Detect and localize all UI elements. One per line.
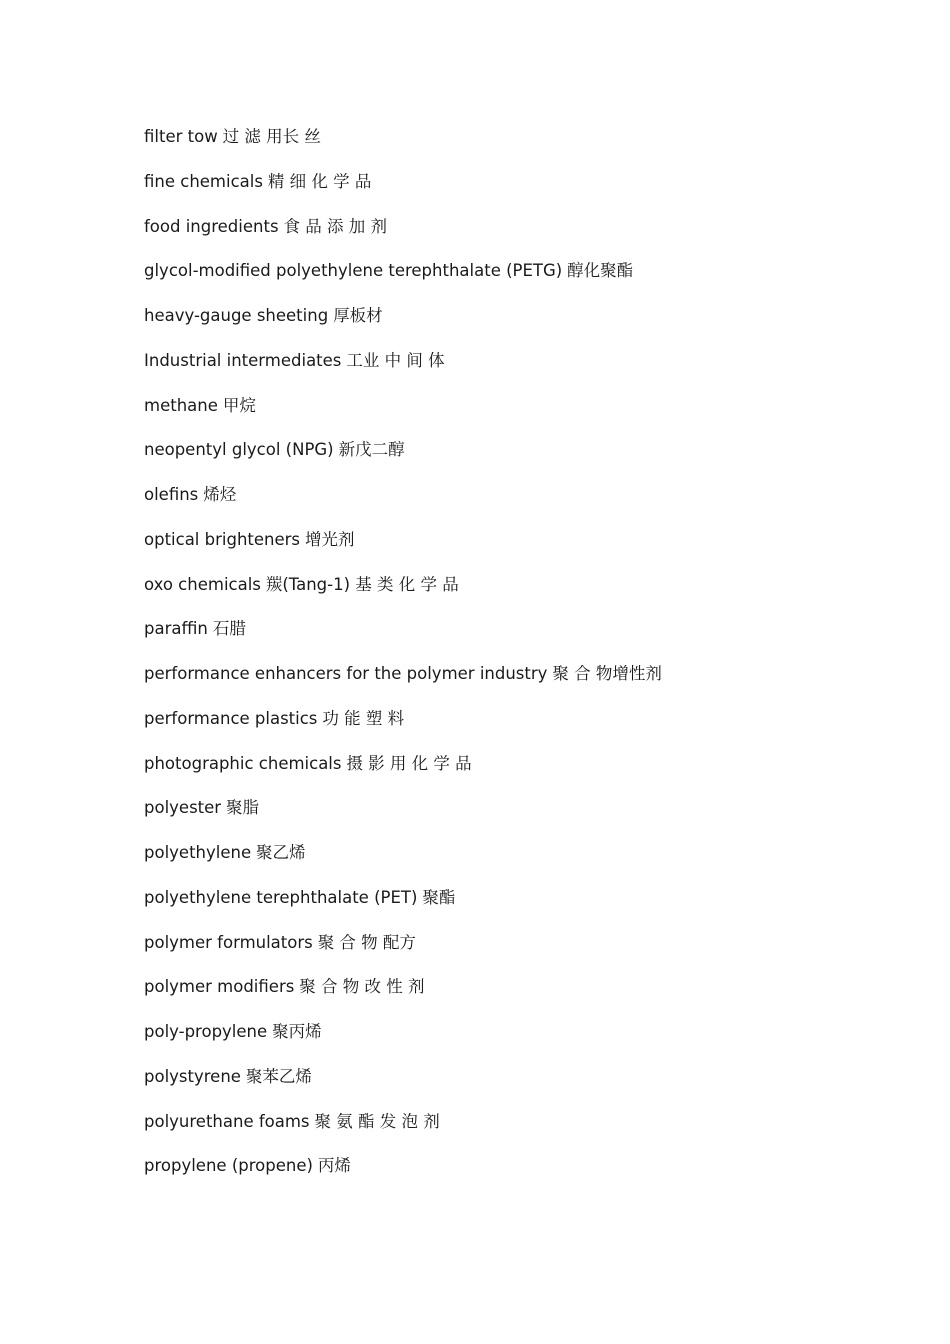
glossary-entry bbox=[144, 439, 662, 484]
entry-term: heavy-gauge sheeting bbox=[144, 306, 329, 325]
entry-translation: 石腊 bbox=[212, 619, 246, 639]
entry-translation: 过 滤 用长 丝 bbox=[222, 127, 321, 146]
entry-term: performance plastics bbox=[144, 708, 318, 728]
entry-term: polymer modifiers bbox=[144, 977, 295, 997]
entry-translation: 聚 合 物 配方 bbox=[317, 932, 416, 952]
entry-term: polyurethane foams bbox=[144, 1111, 310, 1131]
entry-translation: 食 品 添 加 剂 bbox=[283, 216, 387, 236]
entry-term: oxo chemicals bbox=[144, 574, 261, 594]
entry-term: polyethylene bbox=[144, 843, 252, 862]
entry-translation: 聚 合 物增性剂 bbox=[552, 664, 662, 683]
entry-term: propylene (propene) bbox=[144, 1156, 313, 1176]
entry-term: polyester bbox=[144, 798, 222, 818]
entry-translation: 功 能 塑 料 bbox=[322, 708, 405, 728]
entry-translation: 聚乙烯 bbox=[256, 843, 306, 862]
glossary-entry bbox=[144, 753, 662, 798]
glossary-entry bbox=[144, 216, 662, 261]
entry-term: glycol-modified polyethylene terephthalate (PETG) bbox=[144, 261, 563, 281]
glossary-entry bbox=[144, 618, 662, 663]
entry-term: fine chemicals bbox=[144, 171, 263, 191]
entry-translation: 精 细 化 学 品 bbox=[267, 171, 372, 191]
glossary-entry bbox=[144, 797, 662, 842]
glossary-entry bbox=[144, 932, 662, 977]
glossary-entry bbox=[144, 305, 662, 350]
entry-term: methane bbox=[144, 395, 218, 415]
glossary-entry bbox=[144, 1021, 662, 1066]
entry-translation: 聚脂 bbox=[226, 798, 260, 818]
entry-translation: 聚丙烯 bbox=[272, 1022, 322, 1041]
glossary-entry bbox=[144, 976, 662, 1021]
entry-translation: 聚 合 物 改 性 剂 bbox=[299, 977, 425, 997]
entry-translation: 羰(Tang-1) 基 类 化 学 品 bbox=[265, 574, 459, 594]
entry-translation: 醇化聚酯 bbox=[567, 261, 634, 281]
entry-term: neopentyl glycol (NPG) bbox=[144, 440, 334, 460]
entry-translation: 聚酯 bbox=[422, 887, 456, 907]
glossary-entry bbox=[144, 395, 662, 440]
entry-term: polymer formulators bbox=[144, 932, 313, 952]
entry-translation: 丙烯 bbox=[317, 1156, 351, 1176]
entry-translation: 聚 氨 酯 发 泡 剂 bbox=[314, 1111, 440, 1131]
entry-translation: 烯烃 bbox=[203, 485, 237, 504]
entry-term: polystyrene bbox=[144, 1066, 241, 1086]
glossary-entry bbox=[144, 1111, 662, 1156]
glossary-entry bbox=[144, 126, 662, 171]
entry-translation: 厚板材 bbox=[333, 306, 383, 325]
glossary-entry bbox=[144, 574, 662, 619]
glossary-entry bbox=[144, 260, 662, 305]
glossary-entry bbox=[144, 529, 662, 574]
entry-term: paraffin bbox=[144, 619, 208, 639]
glossary-list bbox=[144, 126, 662, 1200]
glossary-entry bbox=[144, 350, 662, 395]
entry-translation: 增光剂 bbox=[304, 529, 355, 549]
entry-translation: 新戊二醇 bbox=[338, 440, 405, 460]
entry-term: food ingredients bbox=[144, 216, 279, 236]
entry-term: filter tow bbox=[144, 127, 218, 146]
entry-translation: 聚苯乙烯 bbox=[245, 1066, 312, 1086]
glossary-entry bbox=[144, 887, 662, 932]
entry-term: poly-propylene bbox=[144, 1022, 268, 1041]
entry-translation: 工业 中 间 体 bbox=[346, 350, 445, 370]
glossary-entry bbox=[144, 1066, 662, 1111]
entry-term: optical brighteners bbox=[144, 529, 301, 549]
entry-term: performance enhancers for the polymer industry bbox=[144, 664, 548, 683]
glossary-entry bbox=[144, 708, 662, 753]
glossary-entry bbox=[144, 484, 662, 529]
entry-term: Industrial intermediates bbox=[144, 350, 342, 370]
glossary-entry bbox=[144, 1155, 662, 1200]
glossary-entry bbox=[144, 663, 662, 708]
glossary-entry bbox=[144, 171, 662, 216]
entry-term: photographic chemicals bbox=[144, 753, 342, 773]
entry-translation: 甲烷 bbox=[222, 395, 256, 415]
entry-term: polyethylene terephthalate (PET) bbox=[144, 887, 418, 907]
glossary-entry bbox=[144, 842, 662, 887]
entry-term: olefins bbox=[144, 485, 199, 504]
entry-translation: 摄 影 用 化 学 品 bbox=[346, 753, 472, 773]
